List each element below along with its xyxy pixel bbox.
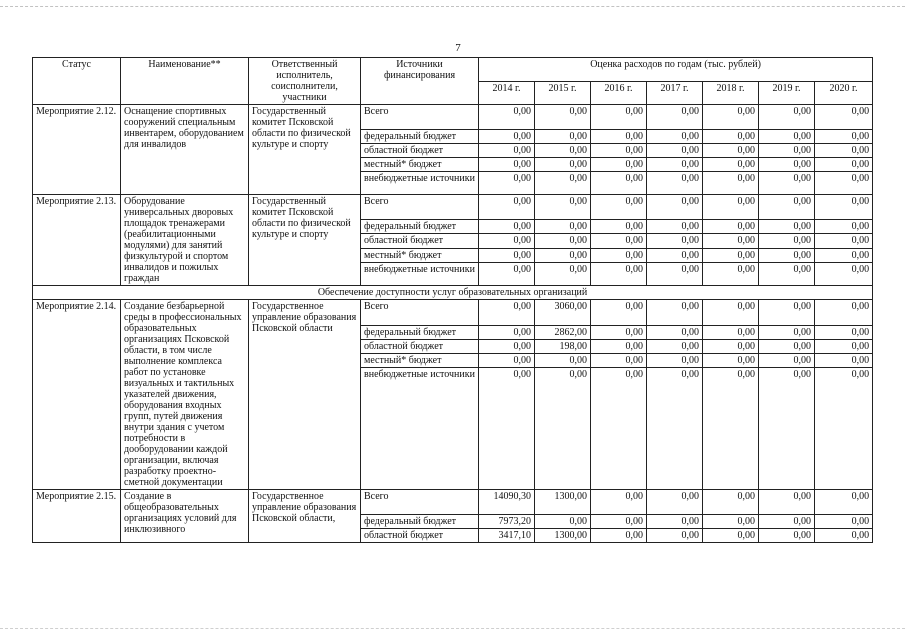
header-year: 2015 г. xyxy=(535,81,591,105)
value-cell: 0,00 xyxy=(815,354,873,368)
value-cell: 0,00 xyxy=(759,248,815,262)
value-cell: 0,00 xyxy=(479,325,535,339)
value-cell: 0,00 xyxy=(759,515,815,529)
value-cell: 0,00 xyxy=(759,490,815,515)
value-cell: 0,00 xyxy=(815,158,873,172)
value-cell: 0,00 xyxy=(535,130,591,144)
measure-name: Оборудование универсальных дворовых площадок тренажерами (реабилитационными модулями) для занятий физкультурой и спортом инвалидов и пожилых граждан xyxy=(121,195,249,286)
value-cell: 0,00 xyxy=(647,172,703,195)
value-cell: 0,00 xyxy=(703,220,759,234)
header-sources: Источники финансирования xyxy=(361,58,479,105)
value-cell: 0,00 xyxy=(479,234,535,248)
value-cell: 0,00 xyxy=(703,515,759,529)
funding-source: областной бюджет xyxy=(361,339,479,353)
value-cell: 0,00 xyxy=(759,130,815,144)
value-cell: 0,00 xyxy=(479,354,535,368)
value-cell: 0,00 xyxy=(815,262,873,285)
header-name: Наименование** xyxy=(121,58,249,105)
value-cell: 0,00 xyxy=(535,105,591,130)
value-cell: 0,00 xyxy=(759,195,815,220)
value-cell: 0,00 xyxy=(703,158,759,172)
funding-source: местный* бюджет xyxy=(361,248,479,262)
value-cell: 3417,10 xyxy=(479,529,535,543)
value-cell: 0,00 xyxy=(591,325,647,339)
value-cell: 0,00 xyxy=(479,130,535,144)
value-cell: 14090,30 xyxy=(479,490,535,515)
value-cell: 0,00 xyxy=(591,529,647,543)
value-cell: 0,00 xyxy=(759,529,815,543)
value-cell: 0,00 xyxy=(703,234,759,248)
header-row xyxy=(33,58,873,82)
value-cell: 0,00 xyxy=(647,354,703,368)
value-cell: 0,00 xyxy=(647,529,703,543)
scan-edge-top xyxy=(0,0,905,7)
value-cell: 0,00 xyxy=(703,195,759,220)
value-cell: 0,00 xyxy=(759,234,815,248)
value-cell: 0,00 xyxy=(759,105,815,130)
value-cell: 0,00 xyxy=(703,300,759,326)
header-year: 2016 г. xyxy=(591,81,647,105)
header-estimate: Оценка расходов по годам (тыс. рублей) xyxy=(479,58,873,82)
value-cell: 0,00 xyxy=(759,325,815,339)
value-cell: 3060,00 xyxy=(535,300,591,326)
value-cell: 2862,00 xyxy=(535,325,591,339)
section-row xyxy=(33,286,873,300)
value-cell: 0,00 xyxy=(647,368,703,490)
table-row xyxy=(33,300,873,326)
table-row xyxy=(33,105,873,130)
value-cell: 0,00 xyxy=(647,300,703,326)
value-cell: 0,00 xyxy=(479,144,535,158)
value-cell: 0,00 xyxy=(591,172,647,195)
value-cell: 0,00 xyxy=(647,105,703,130)
value-cell: 0,00 xyxy=(815,172,873,195)
value-cell: 0,00 xyxy=(703,490,759,515)
funding-source: федеральный бюджет xyxy=(361,130,479,144)
funding-source: областной бюджет xyxy=(361,144,479,158)
measure-status: Мероприятие 2.13. xyxy=(33,195,121,286)
value-cell: 0,00 xyxy=(815,300,873,326)
header-status: Статус xyxy=(33,58,121,105)
value-cell: 0,00 xyxy=(479,220,535,234)
value-cell: 0,00 xyxy=(535,195,591,220)
value-cell: 0,00 xyxy=(815,144,873,158)
value-cell: 0,00 xyxy=(479,368,535,490)
funding-source: внебюджетные источники xyxy=(361,262,479,285)
value-cell: 0,00 xyxy=(703,172,759,195)
value-cell: 0,00 xyxy=(591,158,647,172)
value-cell: 0,00 xyxy=(759,220,815,234)
header-year: 2017 г. xyxy=(647,81,703,105)
value-cell: 0,00 xyxy=(703,368,759,490)
value-cell: 0,00 xyxy=(703,262,759,285)
measure-name: Оснащение спортивных сооружений специальным инвентарем, оборудованием для инвалидов xyxy=(121,105,249,195)
measure-name: Создание безбарьерной среды в профессиональных образовательных организациях Псковской области, в том числе выполнение комплекса работ по установке визуальных и тактильных указателей движения, оборудования входных групп, путей движения внутри здания с учетом потребности в дооборудовании каждой организации, включая разработку проектно-сметной документации xyxy=(121,300,249,490)
page-number: 7 xyxy=(455,42,461,54)
scan-edge-bottom xyxy=(0,628,905,641)
value-cell: 0,00 xyxy=(591,130,647,144)
header-year: 2014 г. xyxy=(479,81,535,105)
value-cell: 198,00 xyxy=(535,339,591,353)
value-cell: 0,00 xyxy=(647,262,703,285)
value-cell: 0,00 xyxy=(703,248,759,262)
value-cell: 0,00 xyxy=(759,144,815,158)
value-cell: 0,00 xyxy=(647,234,703,248)
funding-source: местный* бюджет xyxy=(361,354,479,368)
value-cell: 0,00 xyxy=(535,158,591,172)
header-year: 2018 г. xyxy=(703,81,759,105)
value-cell: 0,00 xyxy=(647,220,703,234)
value-cell: 0,00 xyxy=(479,300,535,326)
measure-responsible: Государственный комитет Псковской области по физической культуре и спорту xyxy=(249,105,361,195)
funding-source: Всего xyxy=(361,195,479,220)
measure-responsible: Государственное управление образования Псковской области xyxy=(249,300,361,490)
measure-status: Мероприятие 2.14. xyxy=(33,300,121,490)
value-cell: 0,00 xyxy=(591,105,647,130)
value-cell: 0,00 xyxy=(759,172,815,195)
value-cell: 1300,00 xyxy=(535,529,591,543)
value-cell: 0,00 xyxy=(479,339,535,353)
value-cell: 0,00 xyxy=(815,325,873,339)
value-cell: 0,00 xyxy=(815,248,873,262)
value-cell: 0,00 xyxy=(815,234,873,248)
measure-name: Создание в общеобразовательных организациях условий для инклюзивного xyxy=(121,490,249,543)
section-title: Обеспечение доступности услуг образовательных организаций xyxy=(33,286,873,300)
value-cell: 0,00 xyxy=(591,144,647,158)
funding-source: Всего xyxy=(361,300,479,326)
funding-source: Всего xyxy=(361,490,479,515)
funding-source: федеральный бюджет xyxy=(361,325,479,339)
value-cell: 0,00 xyxy=(815,529,873,543)
value-cell: 0,00 xyxy=(591,234,647,248)
value-cell: 0,00 xyxy=(591,248,647,262)
value-cell: 0,00 xyxy=(535,234,591,248)
value-cell: 0,00 xyxy=(815,105,873,130)
measure-status: Мероприятие 2.15. xyxy=(33,490,121,543)
value-cell: 0,00 xyxy=(703,144,759,158)
value-cell: 0,00 xyxy=(591,490,647,515)
value-cell: 0,00 xyxy=(703,105,759,130)
value-cell: 0,00 xyxy=(647,144,703,158)
value-cell: 0,00 xyxy=(759,354,815,368)
funding-source: внебюджетные источники xyxy=(361,368,479,490)
value-cell: 0,00 xyxy=(535,144,591,158)
table-row xyxy=(33,195,873,220)
value-cell: 0,00 xyxy=(535,368,591,490)
value-cell: 0,00 xyxy=(591,368,647,490)
value-cell: 0,00 xyxy=(647,158,703,172)
value-cell: 0,00 xyxy=(703,130,759,144)
measure-responsible: Государственный комитет Псковской области по физической культуре и спорту xyxy=(249,195,361,286)
header-year: 2019 г. xyxy=(759,81,815,105)
value-cell: 0,00 xyxy=(647,130,703,144)
value-cell: 0,00 xyxy=(479,195,535,220)
header-responsible: Ответственный исполнитель, соисполнители, участники xyxy=(249,58,361,105)
value-cell: 0,00 xyxy=(759,339,815,353)
funding-source: федеральный бюджет xyxy=(361,515,479,529)
value-cell: 0,00 xyxy=(815,220,873,234)
funding-source: областной бюджет xyxy=(361,234,479,248)
value-cell: 0,00 xyxy=(591,300,647,326)
value-cell: 0,00 xyxy=(535,354,591,368)
funding-source: федеральный бюджет xyxy=(361,220,479,234)
value-cell: 0,00 xyxy=(479,105,535,130)
value-cell: 1300,00 xyxy=(535,490,591,515)
value-cell: 0,00 xyxy=(591,195,647,220)
value-cell: 0,00 xyxy=(647,490,703,515)
value-cell: 0,00 xyxy=(703,354,759,368)
funding-source: местный* бюджет xyxy=(361,158,479,172)
value-cell: 0,00 xyxy=(535,248,591,262)
value-cell: 0,00 xyxy=(535,172,591,195)
value-cell: 0,00 xyxy=(535,262,591,285)
value-cell: 0,00 xyxy=(479,262,535,285)
value-cell: 0,00 xyxy=(815,130,873,144)
value-cell: 0,00 xyxy=(591,339,647,353)
budget-table xyxy=(32,57,873,543)
value-cell: 0,00 xyxy=(703,339,759,353)
value-cell: 0,00 xyxy=(815,515,873,529)
value-cell: 0,00 xyxy=(703,529,759,543)
header-year: 2020 г. xyxy=(815,81,873,105)
funding-source: внебюджетные источники xyxy=(361,172,479,195)
value-cell: 0,00 xyxy=(479,172,535,195)
value-cell: 0,00 xyxy=(479,248,535,262)
value-cell: 0,00 xyxy=(647,195,703,220)
value-cell: 0,00 xyxy=(591,354,647,368)
value-cell: 0,00 xyxy=(703,325,759,339)
value-cell: 0,00 xyxy=(479,158,535,172)
value-cell: 0,00 xyxy=(591,262,647,285)
value-cell: 0,00 xyxy=(535,220,591,234)
value-cell: 0,00 xyxy=(759,158,815,172)
value-cell: 0,00 xyxy=(591,220,647,234)
value-cell: 0,00 xyxy=(759,300,815,326)
measure-status: Мероприятие 2.12. xyxy=(33,105,121,195)
value-cell: 0,00 xyxy=(647,515,703,529)
value-cell: 0,00 xyxy=(535,515,591,529)
value-cell: 0,00 xyxy=(647,325,703,339)
value-cell: 0,00 xyxy=(815,490,873,515)
value-cell: 0,00 xyxy=(759,262,815,285)
measure-responsible: Государственное управление образования Псковской области, xyxy=(249,490,361,543)
value-cell: 0,00 xyxy=(647,339,703,353)
funding-source: областной бюджет xyxy=(361,529,479,543)
value-cell: 0,00 xyxy=(647,248,703,262)
value-cell: 0,00 xyxy=(815,195,873,220)
value-cell: 7973,20 xyxy=(479,515,535,529)
value-cell: 0,00 xyxy=(815,368,873,490)
value-cell: 0,00 xyxy=(591,515,647,529)
value-cell: 0,00 xyxy=(759,368,815,490)
table-row xyxy=(33,490,873,515)
funding-source: Всего xyxy=(361,105,479,130)
value-cell: 0,00 xyxy=(815,339,873,353)
